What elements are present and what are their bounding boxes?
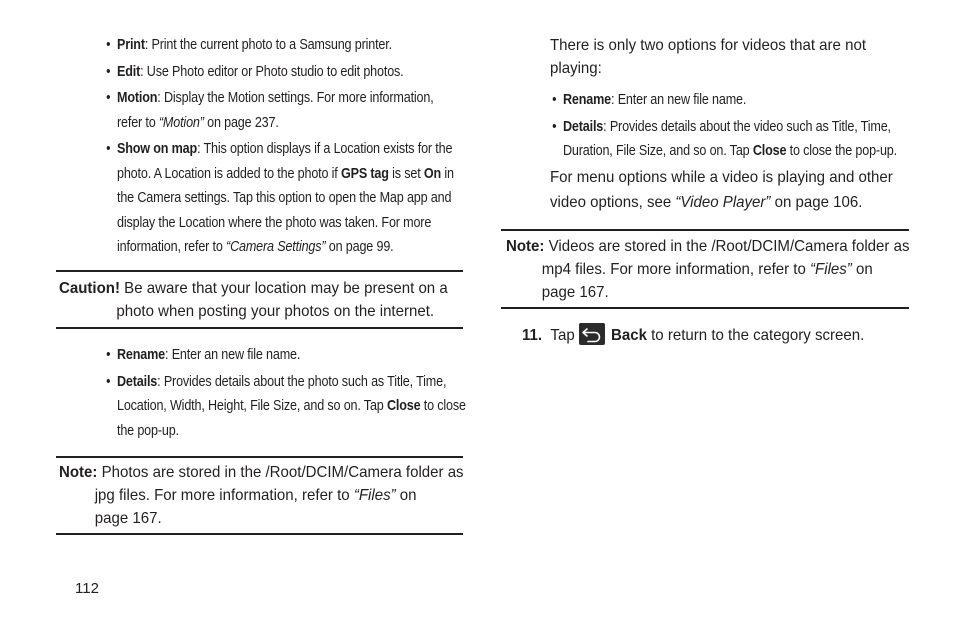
bullet-text: is set (388, 164, 424, 182)
bullet-text: Location, Width, Height, File Size, and so on. Tap (117, 397, 387, 414)
bullet-line (563, 88, 897, 113)
cross-reference: “Motion” (158, 113, 204, 131)
bullet-list-bottom (106, 343, 466, 445)
bullet-text: the Camera settings. Tap this option to open the Map app and (117, 189, 452, 206)
note-text-line1: Photos are stored in the /Root/DCIM/Camera folder as (101, 464, 464, 481)
bullet-term: Rename (563, 91, 612, 108)
bullet-line (117, 235, 454, 260)
bullet-text: : Enter an new file name. (165, 346, 301, 363)
step-number: 11. (522, 327, 543, 344)
bullet-dot: • (106, 89, 111, 106)
step-tap: Tap (550, 327, 575, 344)
bullet-text: : Provides details about the video such as Title, Time, (603, 117, 891, 135)
bullet-text: : This option displays if a Location exists for the (197, 140, 453, 157)
bullet-item (106, 370, 466, 444)
caution-bottom-rule (56, 327, 463, 329)
bullet-item (106, 137, 454, 260)
caution-label: Caution! (59, 280, 120, 297)
note-label-right: Note: (506, 238, 545, 255)
note-top-rule-left (56, 456, 463, 458)
bullet-line (117, 186, 454, 211)
caution-text-line2: photo when posting your photos on the internet. (116, 303, 435, 320)
bullet-line (117, 33, 454, 58)
caution-top-rule (56, 270, 463, 272)
bullet-term: Rename (117, 346, 166, 363)
bullet-item (106, 343, 466, 368)
bullet-dot: • (106, 140, 111, 157)
menu-options-line2-end: on page 106. (770, 194, 863, 211)
bullet-term: Motion (117, 89, 158, 106)
bullet-line (117, 343, 466, 368)
bullet-text: the pop-up. (117, 421, 179, 439)
bullet-line (117, 419, 466, 444)
bullet-text: in (441, 164, 454, 182)
bullet-text: Duration, File Size, and so on. Tap (563, 142, 753, 159)
video-player-link: “Video Player” (675, 194, 771, 211)
bullet-text: photo. A Location is added to the photo if (117, 164, 341, 182)
bullet-dot: • (106, 62, 111, 80)
bullet-list-top (106, 33, 454, 262)
bullet-line (117, 111, 454, 136)
bullet-term: Details (563, 117, 604, 135)
note-text-line2-end: on (395, 487, 417, 504)
bullet-line (117, 211, 454, 236)
bullet-line (117, 394, 466, 419)
bullet-item (106, 60, 454, 85)
video-intro-line1: There is only two options for videos that are not (550, 37, 867, 54)
bullet-text: refer to (117, 113, 159, 131)
note-right-line3: page 167. (541, 284, 609, 301)
bullet-line (117, 60, 454, 85)
bullet-term: GPS tag (340, 164, 389, 182)
bullet-text: information, refer to (117, 238, 227, 255)
back-arrow-glyph (579, 323, 605, 345)
caution-text-line1: Be aware that your location may be present on a (124, 280, 448, 297)
note-right-line1: Videos are stored in the /Root/DCIM/Camera folder as (548, 238, 910, 255)
bullet-line (117, 370, 466, 395)
bullet-dot: • (552, 117, 557, 135)
note-text-line2: jpg files. For more information, refer to (94, 487, 354, 504)
bullet-text: display the Location where the photo was taken. For more (117, 213, 432, 231)
note-bottom-rule-right (501, 307, 909, 309)
cross-reference: “Camera Settings” (226, 238, 326, 255)
note-right-line2-end: on (851, 261, 873, 278)
bullet-term: Details (117, 372, 158, 390)
bullet-item (106, 86, 454, 135)
bullet-term: Edit (117, 62, 141, 80)
step-11 (522, 324, 575, 347)
bullet-text: : Provides details about the photo such as Title, Time, (157, 372, 447, 390)
bullet-text: : Enter an new file name. (611, 91, 747, 108)
bullet-line (117, 162, 454, 187)
video-bullet-list (552, 88, 897, 166)
step-rest: to return to the category screen. (646, 327, 865, 344)
bullet-dot: • (106, 372, 111, 390)
bullet-text: : Print the current photo to a Samsung printer. (144, 36, 392, 53)
bullet-dot: • (552, 91, 557, 108)
bullet-text: : Display the Motion settings. For more information, (157, 89, 434, 106)
bullet-line (563, 115, 897, 140)
bullet-term: Close (752, 142, 787, 159)
menu-options-text (550, 166, 893, 214)
bullet-line (117, 86, 454, 111)
bullet-item (552, 115, 897, 164)
bullet-term: On (423, 164, 442, 182)
page-number: 112 (75, 580, 99, 597)
bullet-line (563, 139, 897, 164)
bullet-text: on page 237. (203, 113, 279, 131)
note-block-left (59, 461, 464, 530)
bullet-text: on page 99. (325, 238, 394, 255)
bullet-term: Print (117, 36, 145, 53)
bullet-dot: • (106, 346, 111, 363)
files-link-right: “Files” (810, 261, 852, 278)
note-text-line3: page 167. (94, 510, 162, 527)
back-arrow-icon (579, 323, 605, 345)
step-11-text (611, 324, 864, 347)
bullet-dot: • (106, 36, 111, 53)
back-label: Back (611, 327, 647, 344)
bullet-term: Close (386, 397, 421, 414)
files-link: “Files” (353, 487, 396, 504)
menu-options-line1: For menu options while a video is playing and other (550, 169, 893, 186)
bullet-text: to close (420, 397, 466, 414)
note-label: Note: (59, 464, 98, 481)
caution-block (59, 277, 448, 323)
bullet-item (106, 33, 454, 58)
note-top-rule-right (501, 229, 909, 231)
note-bottom-rule-left (56, 533, 463, 535)
video-intro-line2: playing: (550, 60, 602, 77)
bullet-item (552, 88, 897, 113)
bullet-text: to close the pop-up. (786, 142, 897, 159)
bullet-term: Show on map (117, 140, 198, 157)
video-intro (550, 34, 866, 80)
menu-options-line2: video options, see (550, 194, 676, 211)
bullet-text: : Use Photo editor or Photo studio to edit photos. (140, 62, 404, 80)
note-right-line2: mp4 files. For more information, refer to (541, 261, 811, 278)
bullet-line (117, 137, 454, 162)
note-block-right (506, 235, 909, 304)
